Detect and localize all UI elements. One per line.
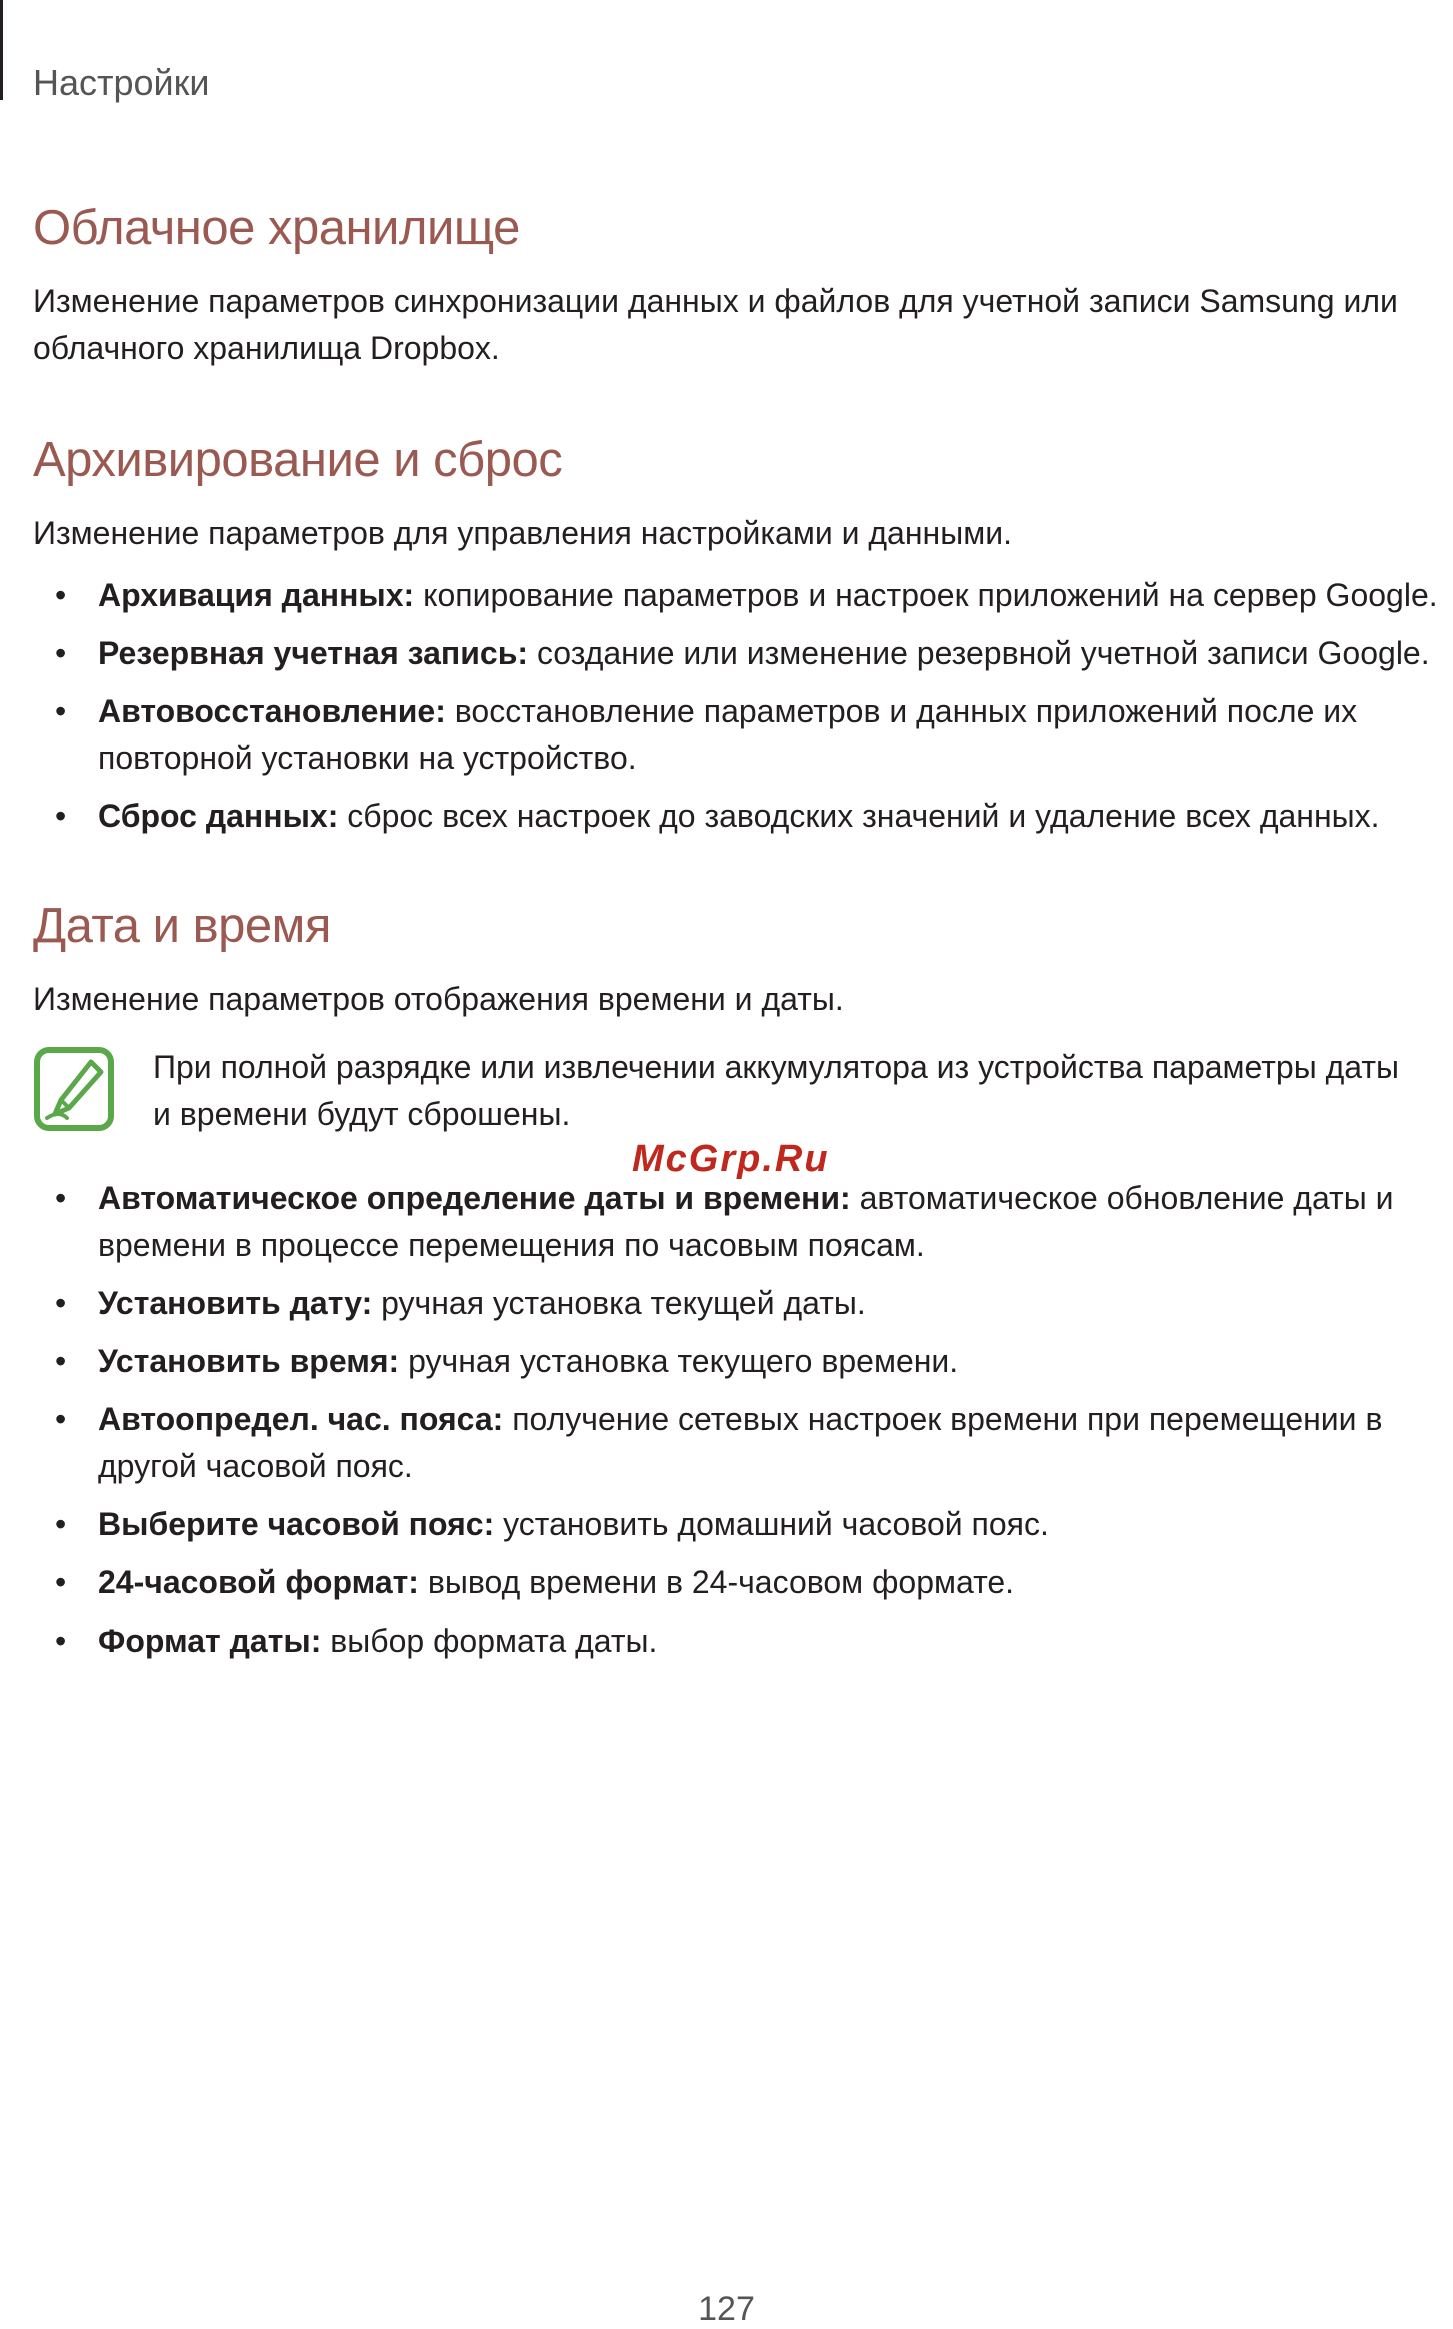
section-title-backup: Архивирование и сброс (33, 433, 563, 487)
watermark: McGrp.Ru (632, 1138, 830, 1180)
item-desc: выбор формата даты. (321, 1623, 658, 1659)
bullet: • (55, 693, 67, 729)
section-title-datetime: Дата и время (33, 899, 331, 953)
section-intro-cloud: Изменение параметров синхронизации данных и файлов для учетной записи Samsung или облачного хранилища Dropbox. (33, 283, 1398, 366)
item-desc: вывод времени в 24-часовом формате. (418, 1564, 1015, 1600)
item-term: Резервная учетная запись: (98, 635, 529, 671)
item-term: Автовосстановление: (98, 693, 446, 729)
list-item (33, 1338, 1448, 1385)
item-term: Сброс данных: (98, 798, 339, 834)
bullet: • (55, 1401, 67, 1437)
margin-rule (0, 0, 3, 100)
item-term: Архивация данных: (98, 577, 415, 613)
list-item (33, 1396, 1448, 1490)
bullet: • (55, 1343, 67, 1379)
note-pencil-icon (33, 1046, 115, 1132)
list-item (33, 1175, 1448, 1269)
bullet: • (55, 1180, 67, 1216)
section-intro-datetime: Изменение параметров отображения времени и даты. (33, 981, 844, 1017)
bullet: • (55, 1564, 67, 1600)
item-desc: установить домашний часовой пояс. (494, 1506, 1049, 1542)
bullet: • (55, 1506, 67, 1542)
list-item (33, 793, 1448, 840)
item-term: Формат даты: (98, 1623, 322, 1659)
list-item (33, 688, 1448, 782)
running-header: Настройки (33, 62, 210, 103)
item-term: Автоматическое определение даты и времени: (98, 1180, 851, 1216)
item-desc: получение сетевых настроек времени при перемещении в другой часовой пояс. (98, 1401, 1383, 1484)
item-desc: копирование параметров и настроек приложений на сервер Google. (414, 577, 1438, 613)
section-title-cloud: Облачное хранилище (33, 201, 520, 255)
list-item (33, 1618, 1448, 1665)
item-desc: ручная установка текущей даты. (372, 1285, 866, 1321)
item-desc: сброс всех настроек до заводских значений и удаление всех данных. (338, 798, 1380, 834)
list-item (33, 1501, 1448, 1548)
item-desc: создание или изменение резервной учетной записи Google. (528, 635, 1430, 671)
list-item (33, 572, 1448, 619)
item-term: Выберите часовой пояс: (98, 1506, 495, 1542)
bullet: • (55, 798, 67, 834)
list-item (33, 1559, 1448, 1606)
section-intro-backup: Изменение параметров для управления настройками и данными. (33, 515, 1012, 551)
note-text: При полной разрядке или извлечении аккумулятора из устройства параметры даты и времени будут сброшены. (153, 1049, 1400, 1132)
list-item (33, 630, 1448, 677)
bullet: • (55, 1623, 67, 1659)
bullet: • (55, 577, 67, 613)
bullet: • (55, 1285, 67, 1321)
item-desc: автоматическое обновление даты и времени в процессе перемещения по часовым поясам. (98, 1180, 1394, 1263)
item-desc: восстановление параметров и данных приложений после их повторной установки на устройство. (98, 693, 1358, 776)
item-term: Установить дату: (98, 1285, 373, 1321)
item-term: 24-часовой формат: (98, 1564, 419, 1600)
item-desc: ручная установка текущего времени. (399, 1343, 959, 1379)
list-item (33, 1280, 1448, 1327)
item-term: Установить время: (98, 1343, 400, 1379)
page-number: 127 (698, 2290, 755, 2328)
bullet: • (55, 635, 67, 671)
item-term: Автоопредел. час. пояса: (98, 1401, 504, 1437)
